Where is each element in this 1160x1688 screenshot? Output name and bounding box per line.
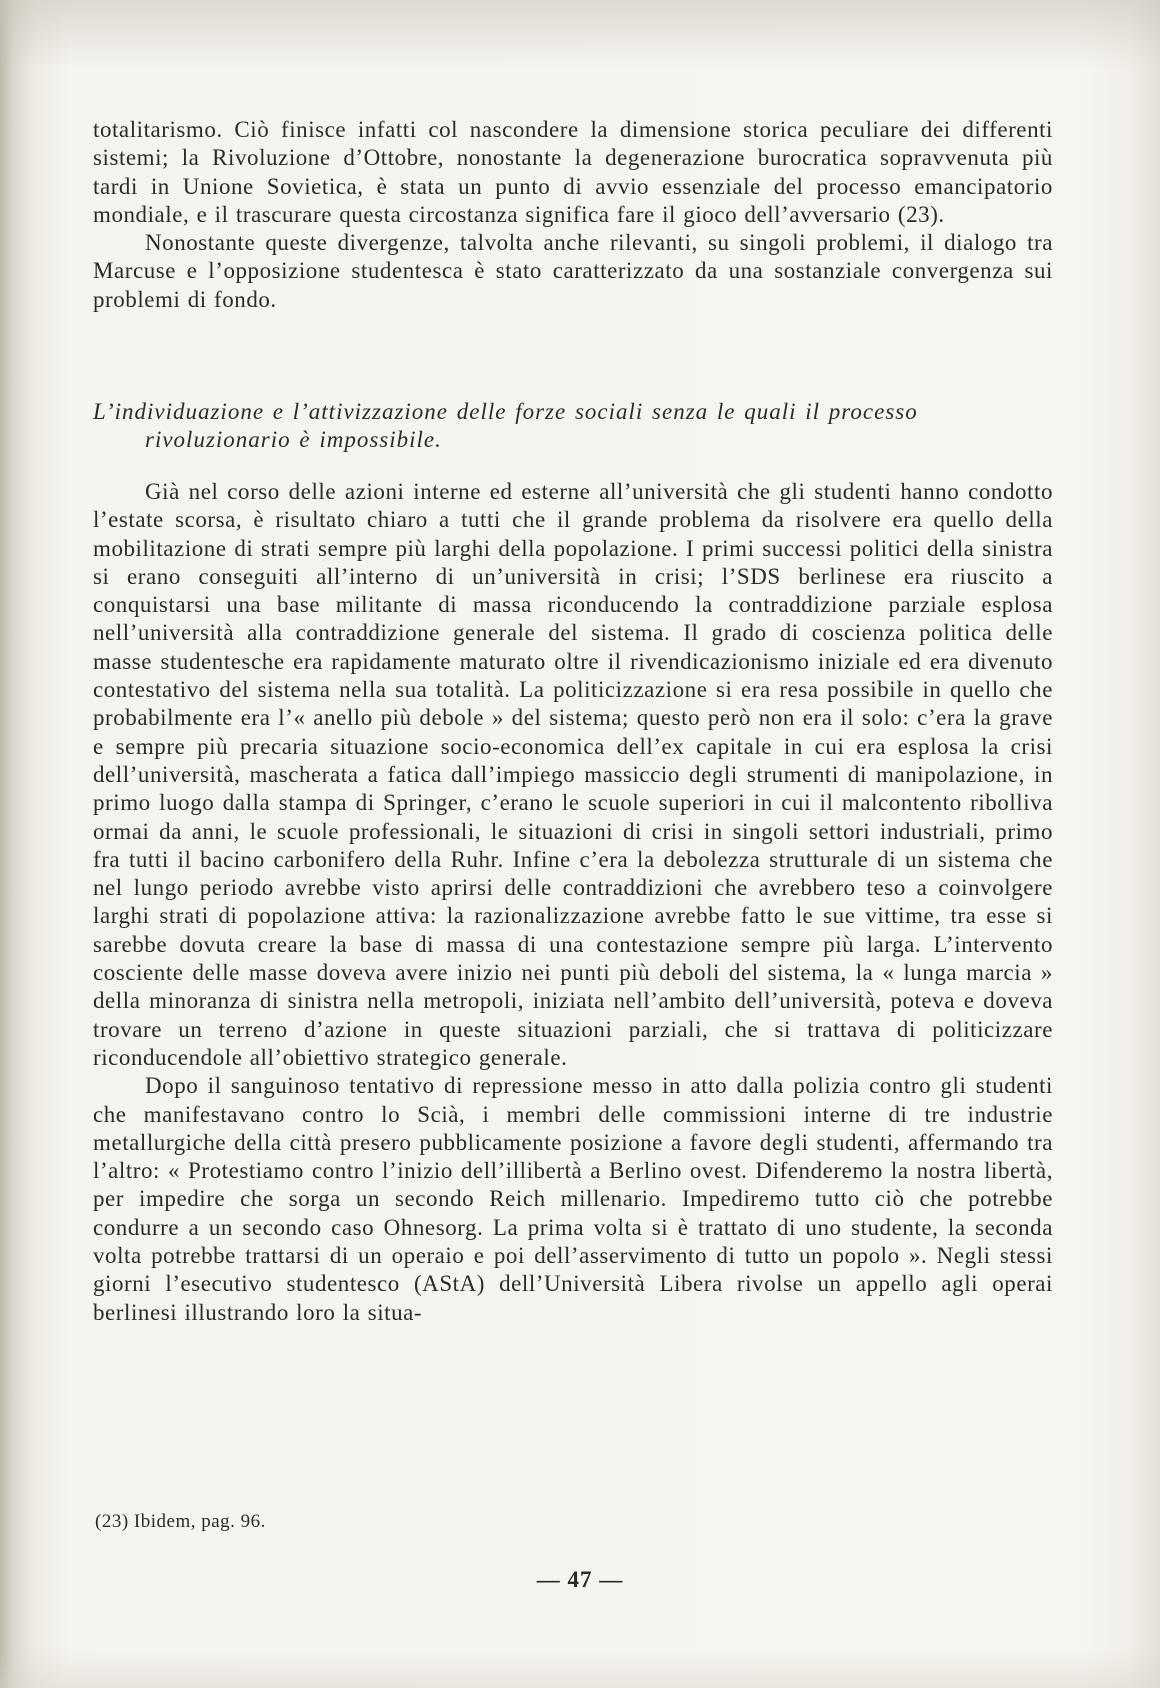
paragraph-1: totalitarismo. Ciò finisce infatti col nascondere la dimensione storica peculiare dei differenti sistemi; la Rivoluzione d’Ottobre, nonostante la degenerazione burocratica sopravvenuta più tardi in Unione Sovietica, è stata un punto di avvio essenziale del processo emancipatorio mondiale, e il trascurare questa circostanza significa fare il gioco dell’avversario (23). — [93, 117, 1053, 227]
section-heading-line-1: L’individuazione e l’attivizzazione delle forze sociali senza le quali il processo — [93, 399, 918, 424]
section-heading — [93, 398, 1053, 455]
text-block-body — [93, 478, 1053, 1327]
section-heading-line-2: rivoluzionario è impossibile. — [145, 427, 442, 453]
footnote: (23) Ibidem, pag. 96. — [95, 1511, 266, 1532]
page-shading-top — [0, 0, 1160, 70]
text-block-top — [93, 116, 1053, 314]
page-shading-bottom — [0, 1648, 1160, 1688]
page-number: — 47 — — [536, 1567, 624, 1592]
paragraph-2: Nonostante queste divergenze, talvolta anche rilevanti, su singoli problemi, il dialogo tra Marcuse e l’opposizione studentesca è stato caratterizzato da una sostanziale convergenza sui problemi di fondo. — [93, 230, 1053, 312]
paragraph-4: Dopo il sanguinoso tentativo di repressione messo in atto dalla polizia contro gli studenti che manifestavano contro lo Scià, i membri delle commissioni interne di tre industrie metallurgiche della città presero pubblicamente posizione a favore degli studenti, affermando tra l’altro: « Protestiamo contro l’inizio dell’illibertà a Berlino ovest. Difenderemo la nostra libertà, per impedire che sorga un secondo Reich millenario. Impediremo tutto ciò che potrebbe condurre a un secondo caso Ohnesorg. La prima volta si è trattato di uno studente, la seconda volta potrebbe trattarsi di un operaio e poi dell’asservimento di tutto un popolo ». Negli stessi giorni l’esecutivo studentesco (AStA) dell’Università Libera rivolse un appello agli operai berlinesi illustrando loro la situa- — [93, 1073, 1053, 1325]
paragraph-3: Già nel corso delle azioni interne ed esterne all’università che gli studenti hanno condotto l’estate scorsa, è risultato chiaro a tutti che il grande problema da risolvere era quello della mobilitazione di strati sempre più larghi della popolazione. I primi successi politici della sinistra si erano conseguiti all’interno di un’università in crisi; l’SDS berlinese era riuscito a conquistarsi una base militante di massa riconducendo la contraddizione parziale esplosa nell’università alla contraddizione generale del sistema. Il grado di coscienza politica delle masse studentesche era rapidamente maturato oltre il rivendicazionismo iniziale ed era divenuto contestativo del sistema nella sua totalità. La politicizzazione si era resa possibile in quello che probabilmente era l’« anello più debole » del sistema; questo però non era il solo: c’era la grave e sempre più precaria situazione socio-economica dell’ex capitale in cui era esplosa la crisi dell’università, mascherata a fatica dall’impiego massiccio degli strumenti di manipolazione, in primo luogo dalla stampa di Springer, c’erano le scuole superiori in cui il malcontento ribolliva ormai da anni, le scuole professionali, le situazioni di crisi in singoli settori industriali, primo fra tutti il bacino carbonifero della Ruhr. Infine c’era la debolezza strutturale di un sistema che nel lungo periodo avrebbe visto aprirsi delle contraddizioni che avrebbero teso a coinvolgere larghi strati di popolazione attiva: la razionalizzazione avrebbe fatto le sue vittime, tra esse si sarebbe dovuta creare la base di massa di una contestazione sempre più larga. L’intervento cosciente delle masse doveva avere inizio nei punti più deboli del sistema, la « lunga marcia » della minoranza di sinistra nella metropoli, iniziata nell’ambito dell’università, poteva e doveva trovare un terreno d’azione in queste situazioni parziali, che si trattava di politicizzare riconducendole all’obiettivo strategico generale. — [93, 479, 1053, 1070]
